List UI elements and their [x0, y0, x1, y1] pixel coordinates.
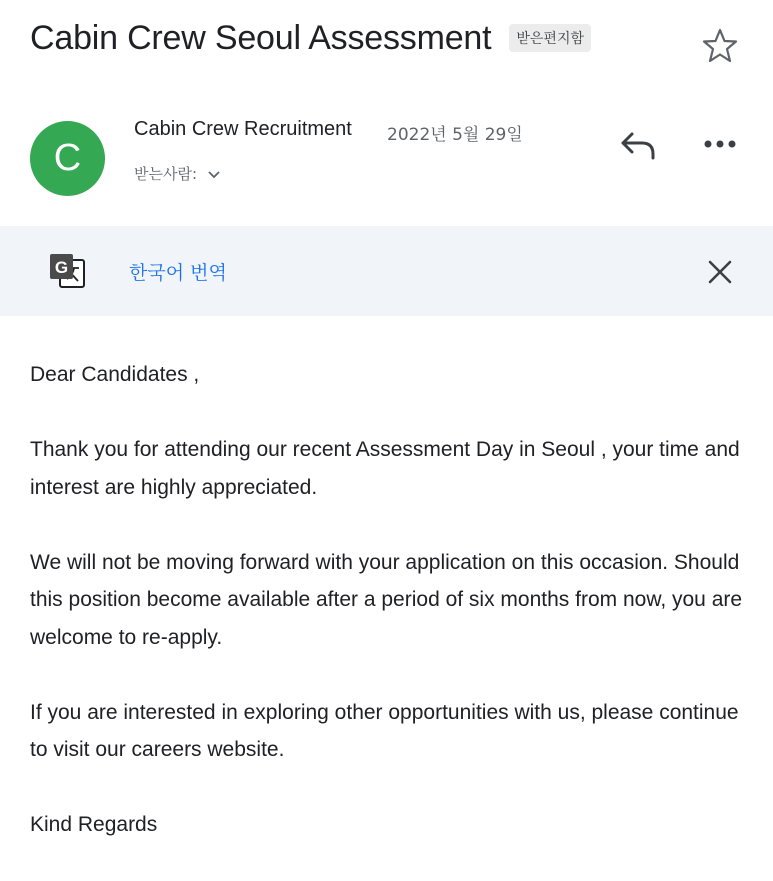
email-subject: Cabin Crew Seoul Assessment — [30, 18, 492, 57]
inbox-label-chip[interactable]: 받은편지함 — [509, 24, 591, 52]
svg-text:G: G — [54, 258, 69, 277]
sender-name[interactable]: Cabin Crew Recruitment — [134, 118, 352, 140]
subject-row — [30, 14, 591, 62]
email-body — [30, 356, 750, 881]
close-icon[interactable] — [705, 257, 735, 287]
star-icon[interactable] — [700, 26, 740, 66]
translate-to-korean-link[interactable]: 한국어 번역 — [129, 262, 227, 284]
email-date: 2022년 5월 29일 — [387, 125, 523, 145]
recipient-details-toggle[interactable] — [134, 163, 221, 184]
more-options-icon[interactable] — [700, 130, 740, 158]
recipient-label: 받는사람: — [134, 165, 198, 183]
body-paragraph: Thank you for attending our recent Assessment Day in Seoul , your time and interest are highly appreciated. — [30, 438, 740, 499]
chevron-down-icon — [207, 169, 221, 179]
translate-bar — [0, 226, 773, 316]
closing: Kind Regards — [30, 813, 158, 836]
body-paragraph: If you are interested in exploring other opportunities with us, please continue to visit our careers website. — [30, 700, 739, 761]
body-paragraph: We will not be moving forward with your application on this occasion. Should this position become available after a period of six months from now, you are welcome to re-apply. — [30, 550, 743, 649]
reply-icon[interactable] — [618, 126, 658, 162]
google-translate-icon — [47, 251, 87, 291]
sender-avatar[interactable]: C — [30, 121, 105, 196]
greeting: Dear Candidates , — [30, 363, 200, 386]
